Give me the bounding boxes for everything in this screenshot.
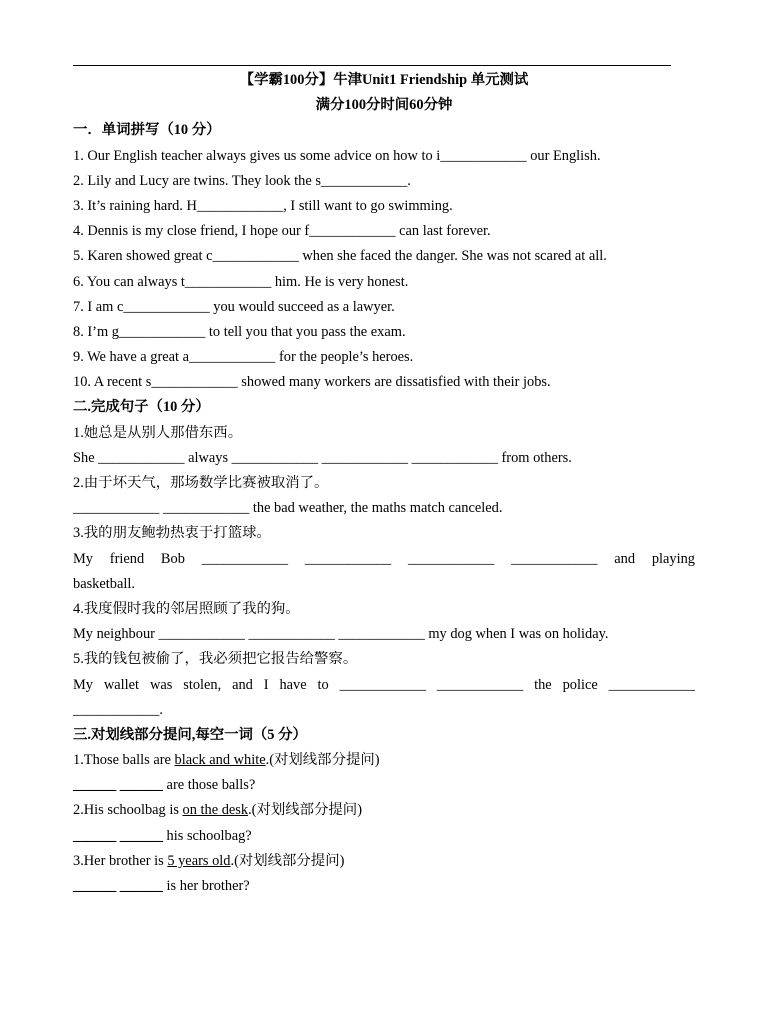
question-statement: 3.Her brother is 5 years old.(对划线部分提问) bbox=[73, 852, 345, 869]
sentence-prompt: 5.我的钱包被偷了，我必须把它报告给警察。 bbox=[73, 651, 358, 668]
sentence-answer-continued: basketball. bbox=[73, 575, 135, 592]
question-answer: ______ ______ his schoolbag? bbox=[73, 827, 252, 844]
spelling-item: 3. It’s raining hard. H____________, I still want to go swimming. bbox=[73, 197, 453, 214]
sentence-prompt: 3.我的朋友鲍勃热衷于打篮球。 bbox=[73, 525, 271, 542]
sentence-prompt: 2.由于坏天气，那场数学比赛被取消了。 bbox=[73, 475, 329, 491]
spelling-item: 1. Our English teacher always gives us some advice on how to i____________ our English. bbox=[73, 147, 601, 164]
sentence-answer: My wallet was stolen, and I have to ____________ ____________ the police ____________ bbox=[73, 676, 695, 693]
answer-blanks: ______ ______ bbox=[73, 827, 163, 844]
spelling-item: 10. A recent s____________ showed many workers are dissatisfied with their jobs. bbox=[73, 374, 551, 391]
spelling-item: 2. Lily and Lucy are twins. They look the s____________. bbox=[73, 172, 411, 189]
spelling-item: 8. I’m g____________ to tell you that you pass the exam. bbox=[73, 323, 406, 340]
question-answer: ______ ______ is her brother? bbox=[73, 878, 250, 894]
section-heading-question-underlined: 三.对划线部分提问,每空一词（5 分） bbox=[73, 726, 307, 743]
sentence-answer: ____________ ____________ the bad weather, the maths match canceled. bbox=[73, 500, 503, 517]
spelling-item: 7. I am c____________ you would succeed as a lawyer. bbox=[73, 298, 395, 315]
page-title: 【学霸100分】牛津Unit1 Friendship 单元测试 bbox=[239, 72, 529, 88]
spelling-item: 9. We have a great a____________ for the people’s heroes. bbox=[73, 349, 414, 366]
spelling-item: 5. Karen showed great c____________ when she faced the danger. She was not scared at all. bbox=[73, 248, 607, 265]
page-subtitle: 满分100分时间60分钟 bbox=[315, 97, 453, 114]
question-statement: 2.His schoolbag is on the desk.(对划线部分提问) bbox=[73, 802, 362, 819]
answer-blanks: ______ ______ bbox=[73, 878, 163, 894]
answer-blanks: ______ ______ bbox=[73, 777, 163, 794]
underlined-phrase: on the desk bbox=[182, 802, 249, 819]
sentence-answer: My friend Bob ____________ ____________ ____________ ____________ and playing bbox=[73, 550, 695, 567]
sentence-answer: My neighbour ____________ ____________ ____________ my dog when I was on holiday. bbox=[73, 626, 609, 643]
header-rule bbox=[73, 65, 671, 66]
section-heading-spelling: 一．单词拼写（10 分） bbox=[73, 122, 221, 139]
section-heading-complete-sentences: 二.完成句子（10 分） bbox=[73, 399, 210, 416]
sentence-prompt: 1.她总是从别人那借东西。 bbox=[73, 424, 243, 441]
question-statement: 1.Those balls are black and white.(对划线部分提问) bbox=[73, 752, 380, 769]
underlined-phrase: 5 years old bbox=[167, 852, 231, 869]
spelling-item: 6. You can always t____________ him. He is very honest. bbox=[73, 273, 409, 290]
sentence-prompt: 4.我度假时我的邻居照顾了我的狗。 bbox=[73, 600, 300, 617]
sentence-answer-continued: ____________. bbox=[73, 701, 163, 718]
question-answer: ______ ______ are those balls? bbox=[73, 777, 256, 794]
spelling-item: 4. Dennis is my close friend, I hope our f____________ can last forever. bbox=[73, 223, 491, 240]
sentence-answer: She ____________ always ____________ ____________ ____________ from others. bbox=[73, 449, 572, 466]
worksheet-content bbox=[73, 68, 695, 899]
underlined-phrase: black and white bbox=[174, 752, 266, 769]
